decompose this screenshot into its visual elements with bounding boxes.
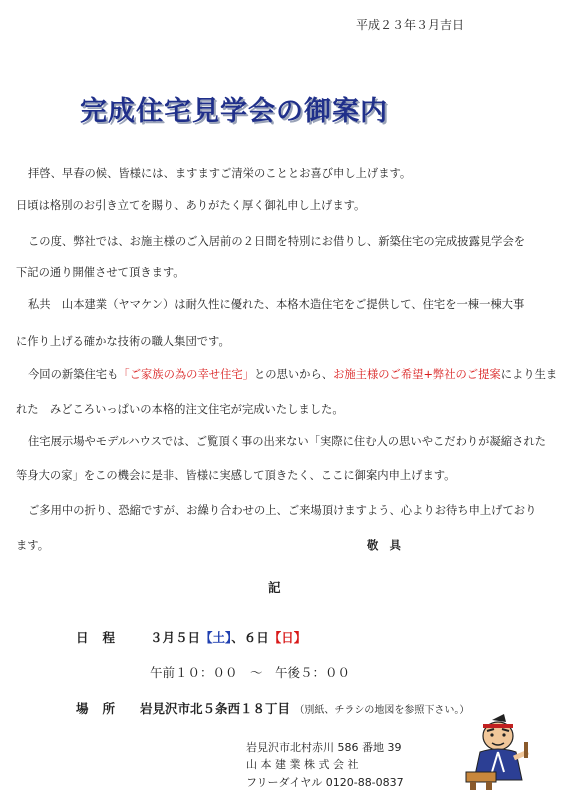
company-name: 山 本 建 業 株 式 会 社 <box>246 758 359 771</box>
company-phone: フリーダイヤル 0120-88-0837 <box>246 776 404 789</box>
schedule-place-label: 場所 <box>76 701 130 716</box>
document-title: 完成住宅見学会の御案内 <box>80 96 388 127</box>
place-note: （別紙、チラシの地図を参照下さい。） <box>294 705 470 716</box>
date-text: ３月５日 <box>150 630 201 645</box>
text-segment: 今回の新築住宅も <box>28 368 119 381</box>
paragraph-line: 私共 山本建業（ヤマケン）は耐久性に優れた、本格木造住宅をご提供して、住宅を一棟一棟大事 <box>28 298 525 311</box>
place-address: 岩見沢市北５条西１８丁目 <box>140 701 291 716</box>
mascot-icon <box>464 712 534 794</box>
paragraph-line: ます。 <box>16 539 49 552</box>
document-date: 平成２３年３月吉日 <box>356 18 465 32</box>
ki-heading: 記 <box>268 580 281 595</box>
paragraph-line: に作り上げる確かな技術の職人集団です。 <box>16 335 230 348</box>
saturday-badge: 【土】 <box>200 630 232 645</box>
sunday-badge: 【日】 <box>268 630 307 645</box>
schedule-place-value <box>140 699 469 717</box>
closing-keigu: 敬 具 <box>367 539 401 552</box>
paragraph-line-highlight <box>28 367 557 382</box>
schedule-date-value <box>150 628 306 646</box>
text-segment: との思いから、 <box>253 368 334 381</box>
schedule-date-label: 日程 <box>76 630 130 645</box>
highlight-owner-proposal: お施主様のご希望+弊社のご提案 <box>333 368 501 381</box>
paragraph-line: 日頃は格別のお引き立てを賜り、ありがたく厚く御礼申し上げます。 <box>16 199 366 212</box>
paragraph-line: れた みどころいっぱいの本格的注文住宅が完成いたしました。 <box>16 403 344 416</box>
paragraph-line: 下記の通り開催させて頂きます。 <box>16 266 185 279</box>
date-text: 、６日 <box>231 630 269 645</box>
schedule-time: 午前１０：００ ～ 午後５：００ <box>150 665 351 680</box>
highlight-family-happiness: 「ご家族の為の幸せ住宅」 <box>118 368 254 381</box>
paragraph-line: 拝啓、早春の候、皆様には、ますますご清栄のこととお喜び申し上げます。 <box>28 167 412 180</box>
paragraph-line: 等身大の家」をこの機会に是非、皆様に実感して頂きたく、ここに御案内申上げます。 <box>16 469 456 482</box>
paragraph-line: ご多用中の折り、恐縮ですが、お繰り合わせの上、ご来場頂けますよう、心よりお待ち申上げており <box>28 504 537 517</box>
company-address: 岩見沢市北村赤川 586 番地 39 <box>246 741 402 754</box>
text-segment: により生ま <box>500 368 558 381</box>
paragraph-line: 住宅展示場やモデルハウスでは、ご覧頂く事の出来ない「実際に住む人の思いやこだわりが凝縮された <box>28 435 546 448</box>
paragraph-line: この度、弊社では、お施主様のご入居前の２日間を特別にお借りし、新築住宅の完成披露見学会を <box>28 235 526 248</box>
